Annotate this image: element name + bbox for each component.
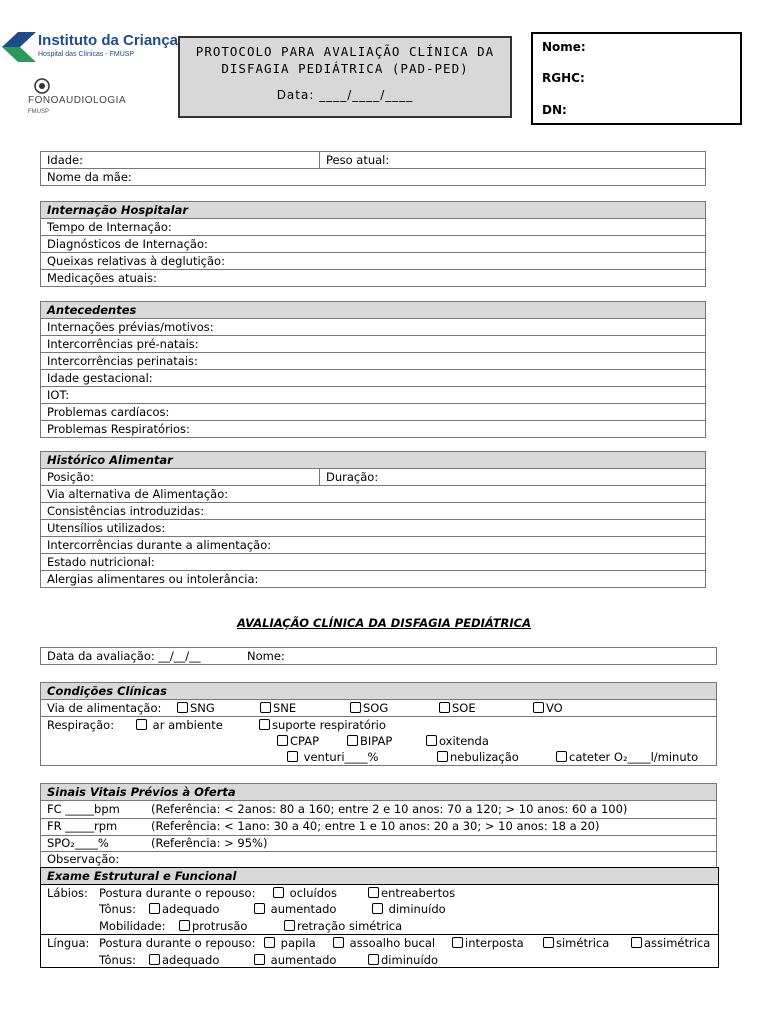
antecedentes-table <box>40 301 706 438</box>
option-cpap[interactable]: CPAP <box>277 734 319 748</box>
antecedentes-row[interactable]: Intercorrências perinatais: <box>41 353 706 370</box>
checkbox-icon[interactable] <box>177 702 188 713</box>
internacao-table <box>40 201 706 287</box>
option-soe[interactable]: SOE <box>439 701 476 715</box>
mobilidade-label: Mobilidade: <box>99 919 166 933</box>
historico-row[interactable]: Utensílios utilizados: <box>41 520 706 537</box>
historico-row[interactable]: Estado nutricional: <box>41 554 706 571</box>
option-cateter[interactable]: cateter O₂____l/minuto <box>556 750 698 764</box>
rghc-field[interactable]: RGHC: <box>542 71 585 85</box>
option-sng[interactable]: SNG <box>177 701 215 715</box>
checkbox-icon[interactable] <box>556 751 567 762</box>
checkbox-icon[interactable] <box>533 702 544 713</box>
checkbox-icon[interactable] <box>287 751 298 762</box>
exame-section <box>40 867 719 968</box>
fonoaudiologia-logo <box>28 78 148 118</box>
nome-mae-field[interactable]: Nome da mãe: <box>41 169 706 186</box>
fr-field[interactable]: FR _____rpm <box>47 819 118 833</box>
dn-field[interactable]: DN: <box>542 103 567 117</box>
checkbox-icon[interactable] <box>543 937 554 948</box>
lingua-label: Língua: <box>47 936 90 950</box>
internacao-row[interactable]: Queixas relativas à deglutição: <box>41 253 706 270</box>
row-divider <box>41 716 716 717</box>
option-sne[interactable]: SNE <box>260 701 296 715</box>
condicoes-section <box>40 682 717 766</box>
option-lingua-adequado[interactable]: adequado <box>149 953 219 967</box>
labios-label: Lábios: <box>47 886 88 900</box>
option-assoalho[interactable]: assoalho bucal <box>333 936 435 950</box>
avaliacao-title: AVALIAÇÃO CLÍNICA DA DISFAGIA PEDIÁTRICA <box>236 616 532 630</box>
checkbox-icon[interactable] <box>284 920 295 931</box>
option-sog[interactable]: SOG <box>350 701 388 715</box>
historico-table <box>40 451 706 588</box>
checkbox-icon[interactable] <box>350 702 361 713</box>
labios-postura-label: Postura durante o repouso: <box>99 886 256 900</box>
row-divider <box>41 851 716 852</box>
fc-field[interactable]: FC _____bpm <box>47 802 120 816</box>
checkbox-icon[interactable] <box>439 702 450 713</box>
basic-info-table <box>40 151 706 186</box>
checkbox-icon[interactable] <box>260 702 271 713</box>
exame-header: Exame Estrutural e Funcional <box>41 868 718 885</box>
historico-row[interactable]: Consistências introduzidas: <box>41 503 706 520</box>
option-assimetrica[interactable]: assimétrica <box>631 936 710 950</box>
option-bipap[interactable]: BIPAP <box>347 734 392 748</box>
checkbox-icon[interactable] <box>368 954 379 965</box>
checkbox-icon[interactable] <box>254 903 265 914</box>
fr-reference: (Referência: < 1ano: 30 a 40; entre 1 e 10 anos: 20 a 30; > 10 anos: 18 a 20) <box>151 819 600 833</box>
option-lingua-aumentado[interactable]: aumentado <box>254 953 336 967</box>
option-ocluidos[interactable]: ocluídos <box>273 886 337 900</box>
spo2-reference: (Referência: > 95%) <box>151 836 268 850</box>
option-labios-diminuido[interactable]: diminuído <box>372 902 446 916</box>
title-line1: PROTOCOLO PARA AVALIAÇÃO CLÍNICA DA <box>195 44 495 59</box>
identification-box <box>531 32 742 125</box>
historico-header: Histórico Alimentar <box>41 452 706 469</box>
nome-field[interactable]: Nome: <box>542 40 586 54</box>
fono-sub: FMUSP <box>28 109 49 115</box>
checkbox-icon[interactable] <box>333 937 344 948</box>
checkbox-icon[interactable] <box>179 920 190 931</box>
option-nebulizacao[interactable]: nebulização <box>437 750 519 764</box>
sinais-section <box>40 783 717 868</box>
peso-field[interactable]: Peso atual: <box>320 152 706 169</box>
checkbox-icon[interactable] <box>259 719 270 730</box>
nome-avaliacao-field[interactable]: Nome: <box>247 649 285 663</box>
posicao-field[interactable]: Posição: <box>41 469 320 486</box>
instituto-crianca-logo <box>2 30 179 68</box>
checkbox-icon[interactable] <box>149 954 160 965</box>
avaliacao-date-row <box>40 647 717 665</box>
fono-logo-icon <box>32 78 52 94</box>
option-simetrica[interactable]: simétrica <box>543 936 609 950</box>
checkbox-icon[interactable] <box>347 735 358 746</box>
via-label: Via de alimentação: <box>47 701 162 715</box>
fono-title: FONOAUDIOLOGIA <box>28 95 127 106</box>
historico-row[interactable]: Intercorrências durante a alimentação: <box>41 537 706 554</box>
logo-subtitle: Hospital das Clínicas - FMUSP <box>38 51 135 58</box>
checkbox-icon[interactable] <box>368 887 379 898</box>
instituto-logo-icon <box>2 30 36 64</box>
title-line2: DISFAGIA PEDIÁTRICA (PAD-PED) <box>221 61 469 76</box>
observacao-field[interactable]: Observação: <box>47 852 120 866</box>
option-retracao[interactable]: retração simétrica <box>284 919 402 933</box>
antecedentes-row[interactable]: Problemas cardíacos: <box>41 404 706 421</box>
option-suporte[interactable]: suporte respiratório <box>259 718 386 732</box>
checkbox-icon[interactable] <box>437 751 448 762</box>
antecedentes-row[interactable]: IOT: <box>41 387 706 404</box>
option-vo[interactable]: VO <box>533 701 563 715</box>
logo-title: Instituto da Criança <box>38 32 179 49</box>
lingua-tonus-label: Tônus: <box>99 953 136 967</box>
fc-reference: (Referência: < 2anos: 80 a 160; entre 2 e 10 anos: 70 a 120; > 10 anos: 60 a 100) <box>151 802 628 816</box>
data-avaliacao-field[interactable]: Data da avaliação: __/__/__ <box>47 649 201 663</box>
checkbox-icon[interactable] <box>277 735 288 746</box>
internacao-row[interactable]: Medicações atuais: <box>41 270 706 287</box>
checkbox-icon[interactable] <box>264 937 275 948</box>
spo2-field[interactable]: SPO₂____% <box>47 836 109 850</box>
antecedentes-row[interactable]: Idade gestacional: <box>41 370 706 387</box>
internacao-row[interactable]: Diagnósticos de Internação: <box>41 236 706 253</box>
option-lingua-diminuido[interactable]: diminuído <box>368 953 438 967</box>
option-protrusao[interactable]: protrusão <box>179 919 247 933</box>
respiracao-label: Respiração: <box>47 718 115 732</box>
checkbox-icon[interactable] <box>254 954 265 965</box>
checkbox-icon[interactable] <box>136 719 147 730</box>
row-divider <box>41 835 716 836</box>
option-labios-aumentado[interactable]: aumentado <box>254 902 336 916</box>
historico-row[interactable]: Alergias alimentares ou intolerância: <box>41 571 706 588</box>
row-divider <box>41 934 718 935</box>
antecedentes-row[interactable]: Problemas Respiratórios: <box>41 421 706 438</box>
labios-tonus-label: Tônus: <box>99 902 136 916</box>
option-interposta[interactable]: interposta <box>452 936 524 950</box>
checkbox-icon[interactable] <box>372 903 383 914</box>
option-labios-adequado[interactable]: adequado <box>149 902 219 916</box>
checkbox-icon[interactable] <box>426 735 437 746</box>
internacao-header: Internação Hospitalar <box>41 202 706 219</box>
option-venturi[interactable]: venturi____% <box>287 750 378 764</box>
option-oxitenda[interactable]: oxitenda <box>426 734 489 748</box>
duracao-field[interactable]: Duração: <box>320 469 706 486</box>
protocol-title <box>180 43 510 77</box>
antecedentes-row[interactable]: Internações prévias/motivos: <box>41 319 706 336</box>
checkbox-icon[interactable] <box>452 937 463 948</box>
option-papila[interactable]: papila <box>264 936 316 950</box>
lingua-postura-label: Postura durante o repouso: <box>99 936 256 950</box>
sinais-header: Sinais Vitais Prévios à Oferta <box>41 784 716 801</box>
internacao-row[interactable]: Tempo de Internação: <box>41 219 706 236</box>
condicoes-header: Condições Clínicas <box>41 683 716 700</box>
idade-field[interactable]: Idade: <box>41 152 320 169</box>
checkbox-icon[interactable] <box>273 887 284 898</box>
date-field[interactable]: Data: ____/____/____ <box>276 88 414 102</box>
protocol-title-box <box>178 36 512 118</box>
antecedentes-header: Antecedentes <box>41 302 706 319</box>
antecedentes-row[interactable]: Intercorrências pré-natais: <box>41 336 706 353</box>
checkbox-icon[interactable] <box>149 903 160 914</box>
option-entreabertos[interactable]: entreabertos <box>368 886 455 900</box>
historico-row[interactable]: Via alternativa de Alimentação: <box>41 486 706 503</box>
checkbox-icon[interactable] <box>631 937 642 948</box>
option-ar-ambiente[interactable]: ar ambiente <box>136 718 223 732</box>
